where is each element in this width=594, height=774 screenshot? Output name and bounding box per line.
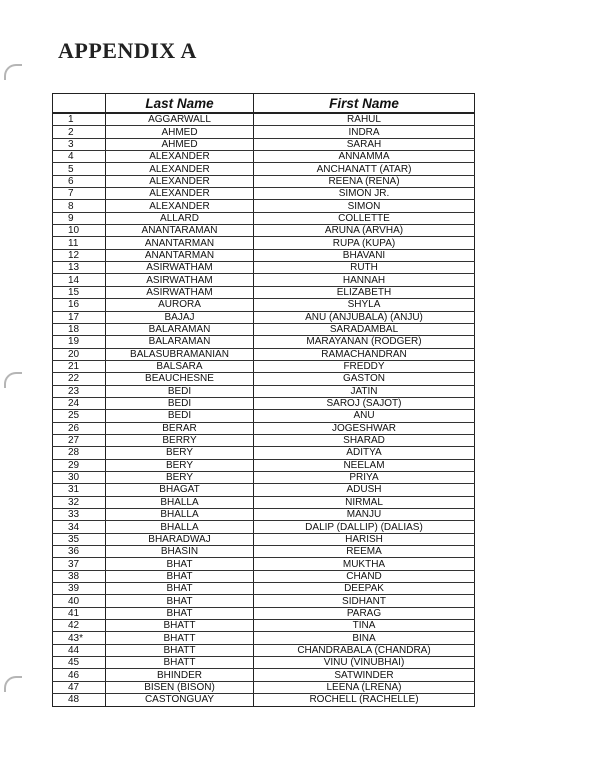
table-header-row xyxy=(53,94,475,114)
table-row xyxy=(53,521,475,533)
first-name-cell: VINU (VINUBHAI) xyxy=(254,657,475,669)
column-header-first-name: First Name xyxy=(254,94,475,114)
first-name-cell: REENA (RENA) xyxy=(254,175,475,187)
table-row xyxy=(53,286,475,298)
last-name-cell: BALASUBRAMANIAN xyxy=(106,348,254,360)
column-header-number xyxy=(53,94,106,114)
first-name-cell: SHYLA xyxy=(254,299,475,311)
table-row xyxy=(53,410,475,422)
names-table xyxy=(52,93,475,707)
row-number-cell: 29 xyxy=(53,459,106,471)
row-number-cell: 36 xyxy=(53,546,106,558)
table-row xyxy=(53,484,475,496)
first-name-cell: RAHUL xyxy=(254,113,475,126)
table-row xyxy=(53,212,475,224)
table-row xyxy=(53,657,475,669)
last-name-cell: ASIRWATHAM xyxy=(106,274,254,286)
row-number-cell: 31 xyxy=(53,484,106,496)
table-row xyxy=(53,225,475,237)
last-name-cell: BHATT xyxy=(106,644,254,656)
table-row xyxy=(53,373,475,385)
last-name-cell: BHALLA xyxy=(106,496,254,508)
first-name-cell: ADITYA xyxy=(254,447,475,459)
last-name-cell: BEDI xyxy=(106,385,254,397)
row-number-cell: 24 xyxy=(53,397,106,409)
row-number-cell: 7 xyxy=(53,188,106,200)
first-name-cell: ADUSH xyxy=(254,484,475,496)
table-row xyxy=(53,570,475,582)
row-number-cell: 43* xyxy=(53,632,106,644)
last-name-cell: BALARAMAN xyxy=(106,336,254,348)
last-name-cell: ALEXANDER xyxy=(106,151,254,163)
last-name-cell: BEDI xyxy=(106,397,254,409)
binder-hole-mark xyxy=(4,676,22,692)
last-name-cell: ALEXANDER xyxy=(106,200,254,212)
row-number-cell: 37 xyxy=(53,558,106,570)
last-name-cell: AGGARWALL xyxy=(106,113,254,126)
first-name-cell: TINA xyxy=(254,620,475,632)
row-number-cell: 23 xyxy=(53,385,106,397)
row-number-cell: 35 xyxy=(53,533,106,545)
row-number-cell: 46 xyxy=(53,669,106,681)
first-name-cell: REEMA xyxy=(254,546,475,558)
table-row xyxy=(53,558,475,570)
row-number-cell: 17 xyxy=(53,311,106,323)
table-row xyxy=(53,274,475,286)
binder-hole-mark xyxy=(4,372,22,388)
row-number-cell: 13 xyxy=(53,262,106,274)
table-row xyxy=(53,694,475,706)
last-name-cell: BHARADWAJ xyxy=(106,533,254,545)
row-number-cell: 42 xyxy=(53,620,106,632)
first-name-cell: SAROJ (SAJOT) xyxy=(254,397,475,409)
table-row xyxy=(53,151,475,163)
last-name-cell: AHMED xyxy=(106,126,254,138)
first-name-cell: SIMON xyxy=(254,200,475,212)
first-name-cell: BINA xyxy=(254,632,475,644)
last-name-cell: ALLARD xyxy=(106,212,254,224)
last-name-cell: BHAT xyxy=(106,595,254,607)
row-number-cell: 4 xyxy=(53,151,106,163)
table-row xyxy=(53,669,475,681)
table-row xyxy=(53,434,475,446)
row-number-cell: 19 xyxy=(53,336,106,348)
first-name-cell: DALIP (DALLIP) (DALIAS) xyxy=(254,521,475,533)
last-name-cell: BHASIN xyxy=(106,546,254,558)
row-number-cell: 33 xyxy=(53,509,106,521)
row-number-cell: 27 xyxy=(53,434,106,446)
first-name-cell: SARADAMBAL xyxy=(254,323,475,335)
last-name-cell: BERY xyxy=(106,459,254,471)
first-name-cell: ANNAMMA xyxy=(254,151,475,163)
first-name-cell: BHAVANI xyxy=(254,249,475,261)
table-row xyxy=(53,249,475,261)
row-number-cell: 20 xyxy=(53,348,106,360)
table-row xyxy=(53,126,475,138)
table-row xyxy=(53,644,475,656)
table-row xyxy=(53,262,475,274)
first-name-cell: ANU (ANJUBALA) (ANJU) xyxy=(254,311,475,323)
table-row xyxy=(53,200,475,212)
column-header-last-name: Last Name xyxy=(106,94,254,114)
table-row xyxy=(53,163,475,175)
row-number-cell: 32 xyxy=(53,496,106,508)
page-title: APPENDIX A xyxy=(58,38,197,63)
first-name-cell: SATWINDER xyxy=(254,669,475,681)
first-name-cell: LEENA (LRENA) xyxy=(254,681,475,693)
row-number-cell: 45 xyxy=(53,657,106,669)
row-number-cell: 16 xyxy=(53,299,106,311)
table-row xyxy=(53,113,475,126)
last-name-cell: BERY xyxy=(106,447,254,459)
last-name-cell: ASIRWATHAM xyxy=(106,262,254,274)
table-row xyxy=(53,336,475,348)
last-name-cell: ANANTARMAN xyxy=(106,249,254,261)
table-row xyxy=(53,348,475,360)
row-number-cell: 8 xyxy=(53,200,106,212)
last-name-cell: BISEN (BISON) xyxy=(106,681,254,693)
last-name-cell: BHAT xyxy=(106,570,254,582)
last-name-cell: BALSARA xyxy=(106,360,254,372)
row-number-cell: 41 xyxy=(53,607,106,619)
last-name-cell: BAJAJ xyxy=(106,311,254,323)
row-number-cell: 11 xyxy=(53,237,106,249)
table-row xyxy=(53,595,475,607)
table-row xyxy=(53,496,475,508)
last-name-cell: AHMED xyxy=(106,138,254,150)
binder-hole-mark xyxy=(4,64,22,80)
table-row xyxy=(53,632,475,644)
row-number-cell: 21 xyxy=(53,360,106,372)
table-row xyxy=(53,533,475,545)
table-row xyxy=(53,546,475,558)
last-name-cell: BHINDER xyxy=(106,669,254,681)
last-name-cell: BEDI xyxy=(106,410,254,422)
last-name-cell: BEAUCHESNE xyxy=(106,373,254,385)
first-name-cell: MARAYANAN (RODGER) xyxy=(254,336,475,348)
table-body xyxy=(53,113,475,706)
row-number-cell: 2 xyxy=(53,126,106,138)
row-number-cell: 40 xyxy=(53,595,106,607)
row-number-cell: 9 xyxy=(53,212,106,224)
table-row xyxy=(53,459,475,471)
row-number-cell: 39 xyxy=(53,583,106,595)
first-name-cell: SARAH xyxy=(254,138,475,150)
last-name-cell: ALEXANDER xyxy=(106,188,254,200)
last-name-cell: BERY xyxy=(106,471,254,483)
first-name-cell: RUTH xyxy=(254,262,475,274)
row-number-cell: 6 xyxy=(53,175,106,187)
first-name-cell: NIRMAL xyxy=(254,496,475,508)
row-number-cell: 47 xyxy=(53,681,106,693)
first-name-cell: CHANDRABALA (CHANDRA) xyxy=(254,644,475,656)
first-name-cell: NEELAM xyxy=(254,459,475,471)
last-name-cell: AURORA xyxy=(106,299,254,311)
last-name-cell: CASTONGUAY xyxy=(106,694,254,706)
row-number-cell: 14 xyxy=(53,274,106,286)
table-row xyxy=(53,509,475,521)
table-row xyxy=(53,175,475,187)
last-name-cell: BERAR xyxy=(106,422,254,434)
first-name-cell: MANJU xyxy=(254,509,475,521)
row-number-cell: 38 xyxy=(53,570,106,582)
last-name-cell: BHAGAT xyxy=(106,484,254,496)
table-row xyxy=(53,360,475,372)
first-name-cell: HANNAH xyxy=(254,274,475,286)
table-row xyxy=(53,583,475,595)
row-number-cell: 5 xyxy=(53,163,106,175)
table-row xyxy=(53,299,475,311)
row-number-cell: 1 xyxy=(53,113,106,126)
first-name-cell: PARAG xyxy=(254,607,475,619)
row-number-cell: 34 xyxy=(53,521,106,533)
table-row xyxy=(53,311,475,323)
last-name-cell: BHATT xyxy=(106,657,254,669)
first-name-cell: ANU xyxy=(254,410,475,422)
last-name-cell: BERRY xyxy=(106,434,254,446)
row-number-cell: 28 xyxy=(53,447,106,459)
table-row xyxy=(53,397,475,409)
row-number-cell: 18 xyxy=(53,323,106,335)
table-row xyxy=(53,681,475,693)
table-row xyxy=(53,620,475,632)
first-name-cell: SIDHANT xyxy=(254,595,475,607)
last-name-cell: BALARAMAN xyxy=(106,323,254,335)
last-name-cell: ASIRWATHAM xyxy=(106,286,254,298)
first-name-cell: RAMACHANDRAN xyxy=(254,348,475,360)
first-name-cell: RUPA (KUPA) xyxy=(254,237,475,249)
first-name-cell: JATIN xyxy=(254,385,475,397)
last-name-cell: BHALLA xyxy=(106,509,254,521)
row-number-cell: 12 xyxy=(53,249,106,261)
table-row xyxy=(53,447,475,459)
row-number-cell: 25 xyxy=(53,410,106,422)
first-name-cell: MUKTHA xyxy=(254,558,475,570)
table-row xyxy=(53,188,475,200)
first-name-cell: SHARAD xyxy=(254,434,475,446)
first-name-cell: ARUNA (ARVHA) xyxy=(254,225,475,237)
first-name-cell: SIMON JR. xyxy=(254,188,475,200)
first-name-cell: HARISH xyxy=(254,533,475,545)
last-name-cell: BHAT xyxy=(106,583,254,595)
table-row xyxy=(53,138,475,150)
last-name-cell: ALEXANDER xyxy=(106,175,254,187)
first-name-cell: COLLETTE xyxy=(254,212,475,224)
row-number-cell: 44 xyxy=(53,644,106,656)
table-row xyxy=(53,607,475,619)
table-row xyxy=(53,471,475,483)
last-name-cell: BHAT xyxy=(106,607,254,619)
names-table-container xyxy=(52,93,474,707)
last-name-cell: ANANTARAMAN xyxy=(106,225,254,237)
row-number-cell: 26 xyxy=(53,422,106,434)
table-row xyxy=(53,237,475,249)
first-name-cell: ELIZABETH xyxy=(254,286,475,298)
last-name-cell: BHATT xyxy=(106,632,254,644)
row-number-cell: 30 xyxy=(53,471,106,483)
last-name-cell: BHATT xyxy=(106,620,254,632)
first-name-cell: DEEPAK xyxy=(254,583,475,595)
first-name-cell: GASTON xyxy=(254,373,475,385)
first-name-cell: ANCHANATT (ATAR) xyxy=(254,163,475,175)
first-name-cell: CHAND xyxy=(254,570,475,582)
row-number-cell: 10 xyxy=(53,225,106,237)
last-name-cell: BHAT xyxy=(106,558,254,570)
row-number-cell: 15 xyxy=(53,286,106,298)
last-name-cell: ALEXANDER xyxy=(106,163,254,175)
first-name-cell: PRIYA xyxy=(254,471,475,483)
first-name-cell: FREDDY xyxy=(254,360,475,372)
last-name-cell: ANANTARMAN xyxy=(106,237,254,249)
first-name-cell: JOGESHWAR xyxy=(254,422,475,434)
table-row xyxy=(53,385,475,397)
row-number-cell: 48 xyxy=(53,694,106,706)
table-row xyxy=(53,422,475,434)
row-number-cell: 3 xyxy=(53,138,106,150)
first-name-cell: ROCHELL (RACHELLE) xyxy=(254,694,475,706)
first-name-cell: INDRA xyxy=(254,126,475,138)
table-row xyxy=(53,323,475,335)
last-name-cell: BHALLA xyxy=(106,521,254,533)
row-number-cell: 22 xyxy=(53,373,106,385)
